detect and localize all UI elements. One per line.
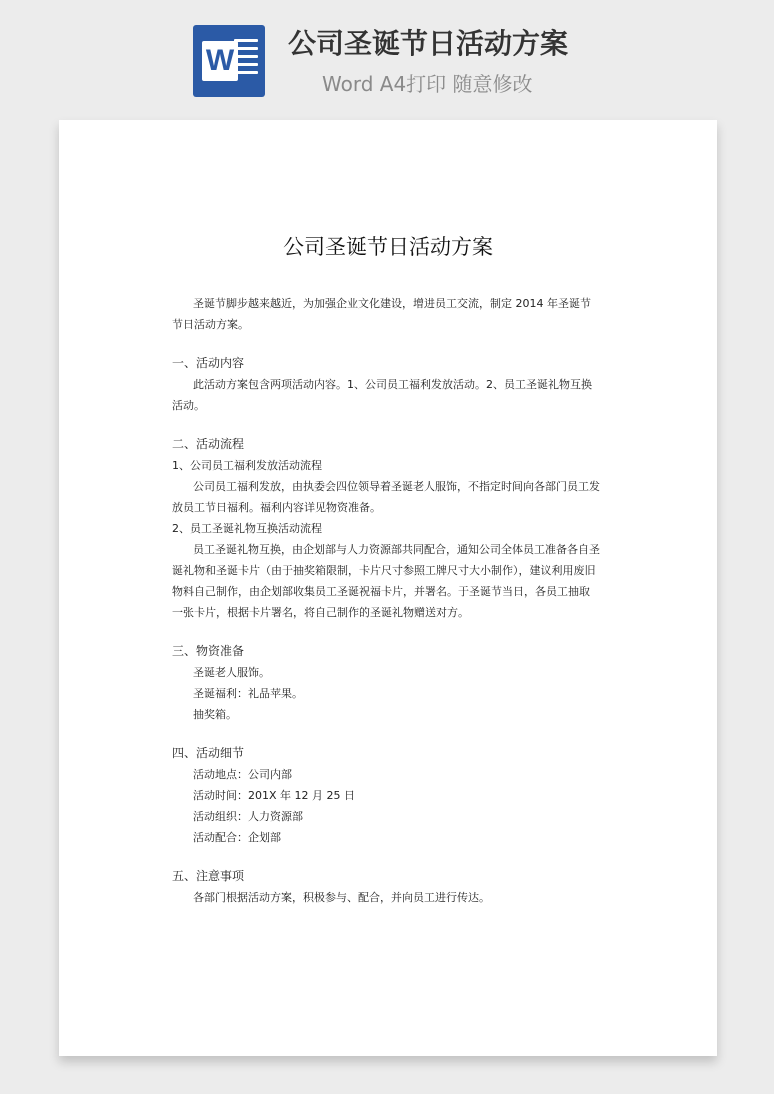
section-heading: 四、活动细节	[172, 746, 245, 760]
list-item: 活动配合：企划部	[193, 831, 281, 844]
list-item: 圣诞福利：礼品苹果。	[193, 687, 303, 700]
section-heading: 五、注意事项	[172, 869, 245, 883]
section-heading: 二、活动流程	[172, 437, 245, 451]
header-subtitle: Word A4打印 随意修改	[322, 72, 533, 96]
list-item: 活动组织：人力资源部	[193, 810, 303, 823]
header-title: 公司圣诞节日活动方案	[288, 27, 569, 60]
list-item: 圣诞老人服饰。	[193, 666, 270, 679]
subsection-title: 1、公司员工福利发放活动流程	[172, 459, 322, 472]
list-item: 活动地点：公司内部	[193, 768, 292, 781]
document-title: 公司圣诞节日活动方案	[283, 235, 493, 259]
section-text: 公司员工福利发放，由执委会四位领导着圣诞老人服饰，不指定时间向各部门员工发放员工节日福利。福利内容详见物资准备。	[172, 480, 600, 514]
section-text: 员工圣诞礼物互换，由企划部与人力资源部共同配合，通知公司全体员工准备各自圣诞礼物和圣诞卡片（由于抽奖箱限制，卡片尺寸参照工牌尺寸大小制作），建议利用废旧物料自己制作，由企划部收集员工圣诞祝福卡片，并署名。于圣诞节当日，各员工抽取一张卡片，根据卡片署名，将自己制作的圣诞礼物赠送对方。	[172, 543, 600, 619]
word-icon	[193, 25, 265, 97]
word-icon-letter: W	[202, 41, 238, 81]
subsection-title: 2、员工圣诞礼物互换活动流程	[172, 522, 322, 535]
list-item: 抽奖箱。	[193, 708, 237, 721]
document-body	[172, 293, 600, 908]
intro-paragraph: 圣诞节脚步越来越近，为加强企业文化建设，增进员工交流，制定 2014 年圣诞节节日活动方案。	[172, 297, 591, 331]
document-page	[59, 120, 717, 1056]
section-text: 此活动方案包含两项活动内容。1、公司员工福利发放活动。2、员工圣诞礼物互换活动。	[172, 378, 592, 412]
word-icon-lines	[234, 39, 258, 83]
preview-header	[0, 0, 774, 118]
list-item: 活动时间：201X 年 12 月 25 日	[193, 789, 356, 802]
section-heading: 一、活动内容	[172, 356, 245, 370]
section-text: 各部门根据活动方案，积极参与、配合，并向员工进行传达。	[193, 891, 490, 904]
section-heading: 三、物资准备	[172, 644, 245, 658]
